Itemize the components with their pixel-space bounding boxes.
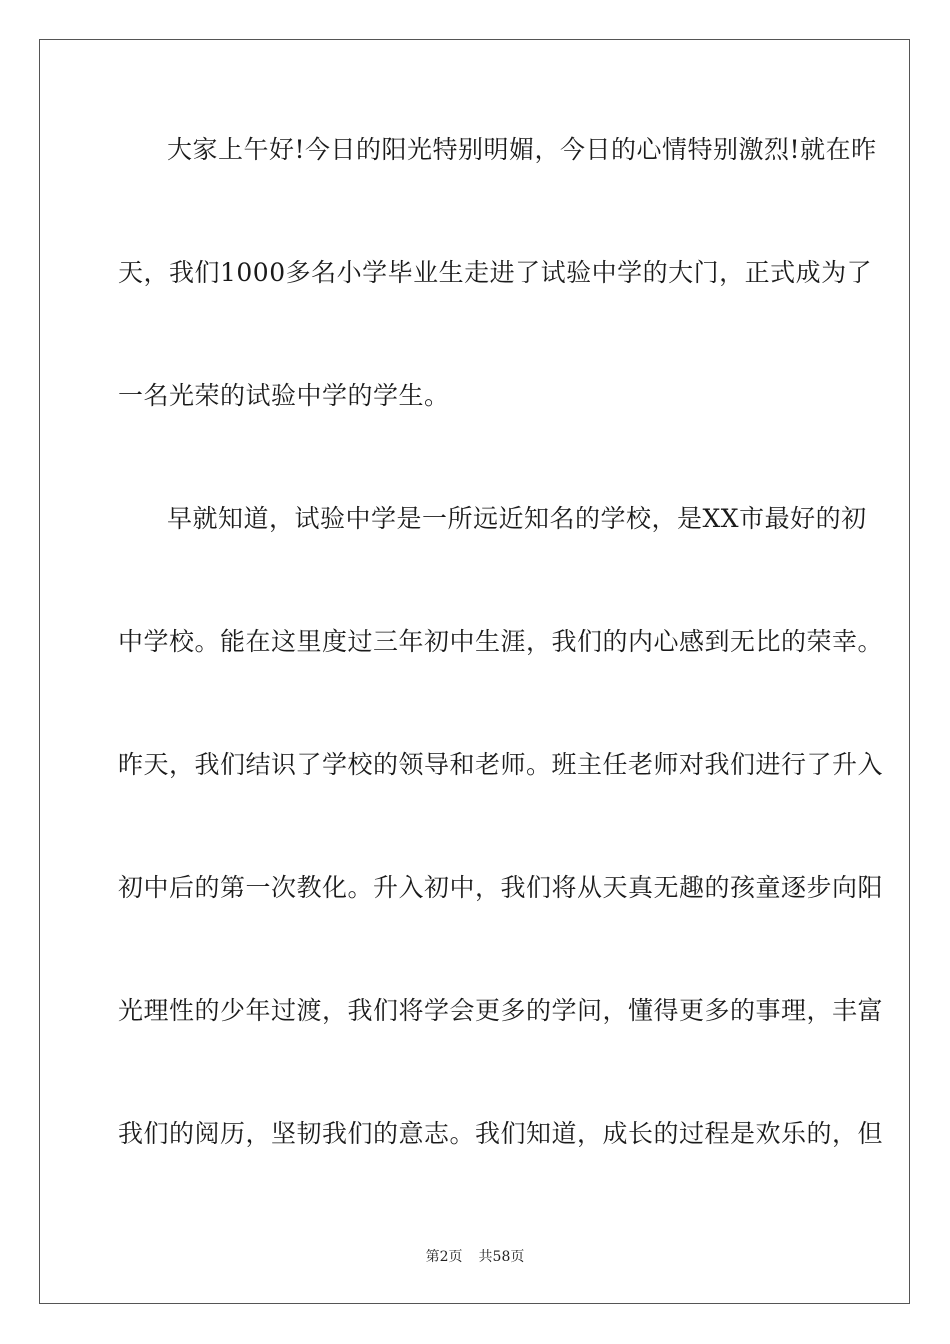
page-border (39, 39, 910, 1304)
paragraph-2-line-6: 我们的阅历，坚韧我们的意志。我们知道，成长的过程是欢乐的，但 (118, 1119, 884, 1148)
paragraph-1-line-1: 大家上午好!今日的阳光特别明媚，今日的心情特别激烈!就在昨 (167, 135, 877, 164)
page-total: 共58页 (478, 1249, 525, 1265)
paragraph-2-line-2: 中学校。能在这里度过三年初中生涯，我们的内心感到无比的荣幸。 (118, 627, 884, 656)
paragraph-2-line-4: 初中后的第一次教化。升入初中，我们将从天真无趣的孩童逐步向阳 (118, 873, 884, 902)
paragraph-2-line-1: 早就知道，试验中学是一所远近知名的学校，是XX市最好的初 (167, 504, 867, 533)
paragraph-2-line-5: 光理性的少年过渡，我们将学会更多的学问，懂得更多的事理，丰富 (118, 996, 884, 1025)
paragraph-2-line-3: 昨天，我们结识了学校的领导和老师。班主任老师对我们进行了升入 (118, 750, 884, 779)
paragraph-1-line-2: 天，我们1000多名小学毕业生走进了试验中学的大门，正式成为了 (118, 258, 873, 287)
paragraph-1-line-3: 一名光荣的试验中学的学生。 (118, 381, 450, 410)
page-number: 第2页 (425, 1249, 463, 1265)
page-footer (0, 1248, 950, 1266)
